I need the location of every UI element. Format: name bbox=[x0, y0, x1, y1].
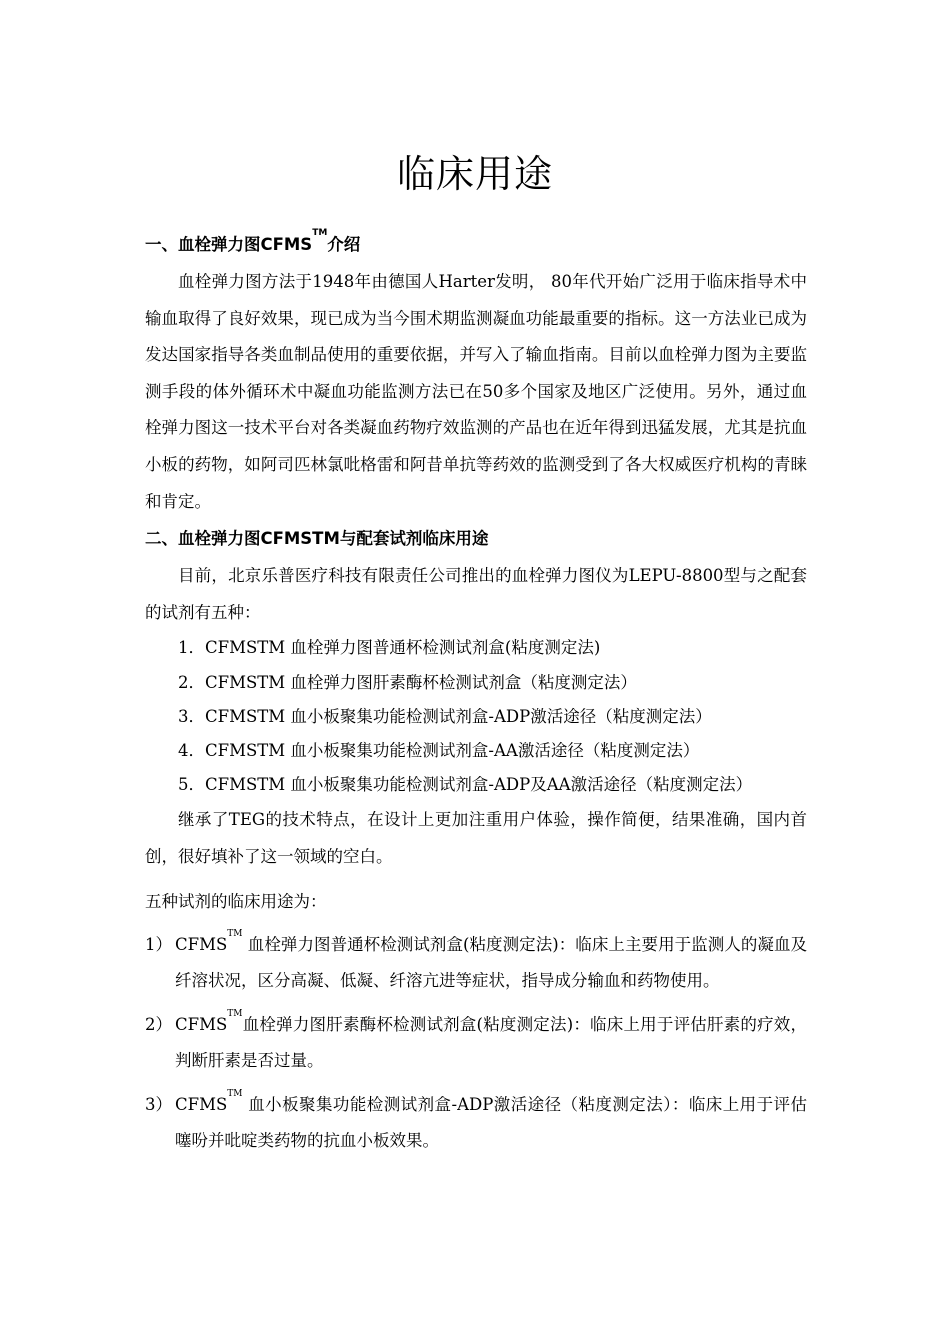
section-heading-1-text: 一、血栓弹力图CFMS bbox=[145, 235, 313, 254]
section-heading-1-suffix: 介绍 bbox=[327, 235, 361, 254]
use-item-number: 3） bbox=[145, 1095, 172, 1115]
kit-list-item: 4．CFMSTM 血小板聚集功能检测试剂盒-AA激活途径（粘度测定法） bbox=[178, 740, 700, 760]
use-item-2 bbox=[145, 1007, 807, 1079]
kit-list-item: 2．CFMSTM 血栓弹力图肝素酶杯检测试剂盒（粘度测定法） bbox=[178, 672, 637, 692]
use-item-prefix: CFMS bbox=[175, 1015, 228, 1035]
trademark-mark: TM bbox=[227, 929, 243, 940]
use-item-text: 血小板聚集功能检测试剂盒-ADP激活途径（粘度测定法）：临床上用于评估噻吩并吡啶类药物的抗血小板效果。 bbox=[175, 1095, 807, 1151]
kit-list-item: 3．CFMSTM 血小板聚集功能检测试剂盒-ADP激活途径（粘度测定法） bbox=[178, 706, 712, 726]
kit-list-item: 1．CFMSTM 血栓弹力图普通杯检测试剂盒(粘度测定法) bbox=[178, 638, 601, 658]
use-item-text-wrap bbox=[175, 927, 807, 999]
use-item-prefix: CFMS bbox=[175, 1095, 228, 1115]
use-item-text-wrap bbox=[175, 1087, 807, 1159]
uses-intro: 五种试剂的临床用途为： bbox=[145, 892, 327, 912]
section-2-summary: 继承了TEG的技术特点，在设计上更加注重用户体验，操作简便，结果准确，国内首创，很好填补了这一领域的空白。 bbox=[145, 810, 807, 866]
document-body bbox=[145, 226, 807, 1159]
use-item-text: 血栓弹力图普通杯检测试剂盒(粘度测定法)：临床上主要用于监测人的凝血及纤溶状况，区分高凝、低凝、纤溶亢进等症状，指导成分输血和药物使用。 bbox=[175, 935, 807, 991]
page-title: 临床用途 bbox=[396, 152, 553, 196]
kit-list bbox=[145, 631, 807, 802]
kit-list-item: 5．CFMSTM 血小板聚集功能检测试剂盒-ADP及AA激活途径（粘度测定法） bbox=[178, 775, 753, 795]
trademark-mark: TM bbox=[227, 1089, 243, 1100]
trademark-mark: TM bbox=[227, 1009, 243, 1020]
use-item-text: 血栓弹力图肝素酶杯检测试剂盒(粘度测定法)：临床上用于评估肝素的疗效，判断肝素是否过量。 bbox=[175, 1015, 807, 1071]
use-item-number: 2） bbox=[145, 1015, 172, 1035]
section-1-paragraph: 血栓弹力图方法于1948年由德国人Harter发明， 80年代开始广泛用于临床指导术中输血取得了良好效果，现已成为当今围术期监测凝血功能最重要的指标。这一方法业已成为发达国家指导各类血制品使用的重要依据，并写入了输血指南。目前以血栓弹力图为主要监测手段的体外循环术中凝血功能监测方法已在50多个国家及地区广泛使用。另外，通过血栓弹力图这一技术平台对各类凝血药物疗效监测的产品也在近年得到迅猛发展，尤其是抗血小板的药物，如阿司匹林氯吡格雷和阿昔单抗等药效的监测受到了各大权威医疗机构的青睐和肯定。 bbox=[145, 272, 807, 511]
section-heading-1 bbox=[145, 226, 807, 264]
use-item-3 bbox=[145, 1087, 807, 1159]
use-item-text-wrap bbox=[175, 1007, 807, 1079]
use-item-1 bbox=[145, 927, 807, 999]
use-item-prefix: CFMS bbox=[175, 935, 228, 955]
use-item-number: 1） bbox=[145, 935, 172, 955]
section-heading-2: 二、血栓弹力图CFMSTM与配套试剂临床用途 bbox=[145, 529, 489, 549]
trademark-mark: TM bbox=[312, 228, 328, 238]
section-2-intro: 目前，北京乐普医疗科技有限责任公司推出的血栓弹力图仪为LEPU-8800型与之配套的试剂有五种： bbox=[145, 566, 807, 622]
